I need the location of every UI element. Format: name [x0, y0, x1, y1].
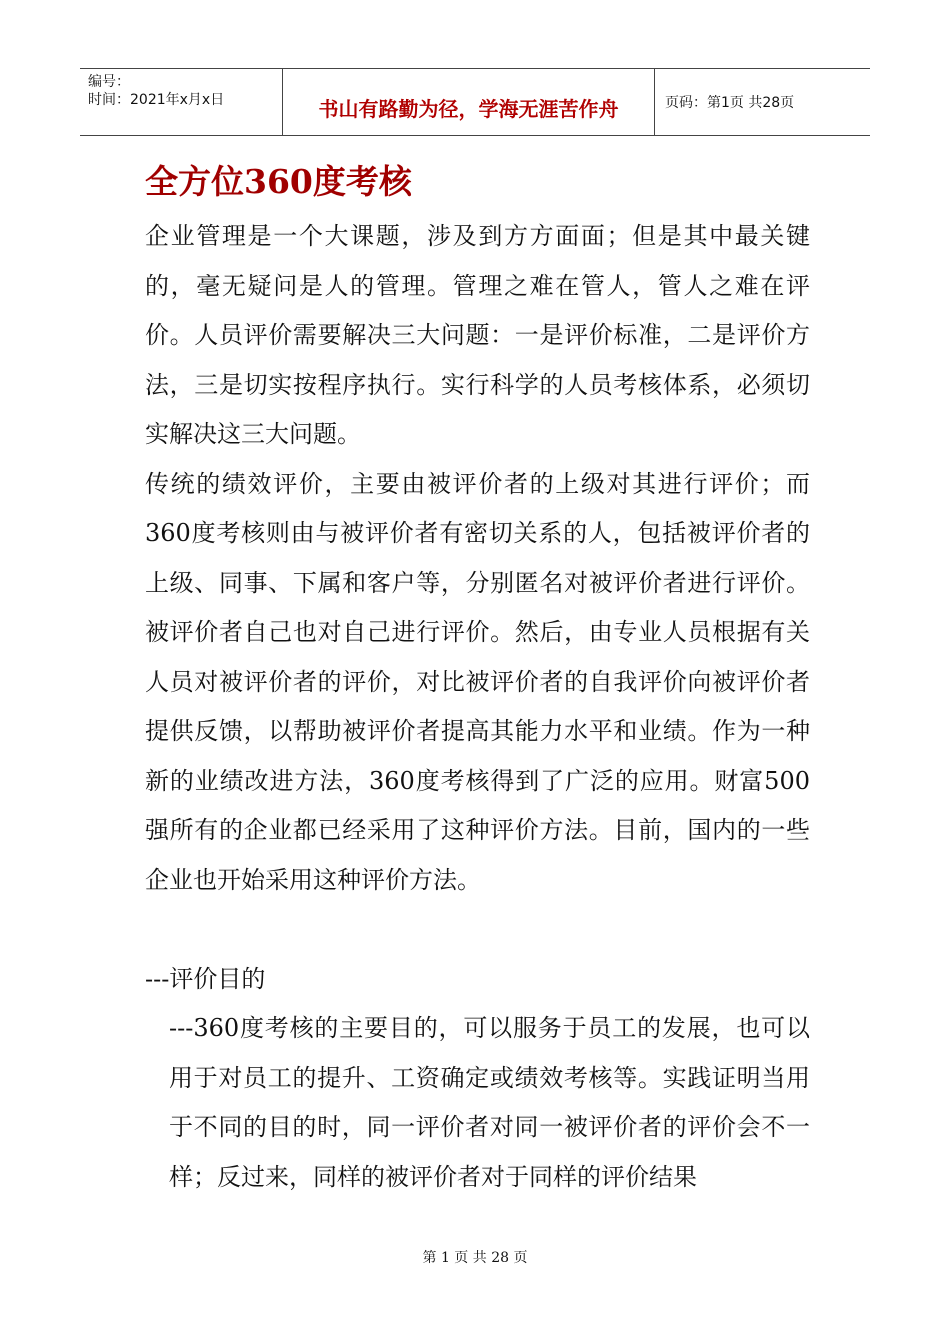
page-footer: 第 1 页 共 28 页 [422, 1250, 528, 1266]
document-body [145, 212, 810, 1202]
document-title: 全方位360度考核 [145, 162, 412, 201]
body-paragraph-1: 企业管理是一个大课题，涉及到方方面面；但是其中最关键的，毫无疑问是人的管理。管理之难在管人，管人之难在评价。人员评价需要解决三大问题：一是评价标准，二是评价方法，三是切实按程序执行。实行科学的人员考核体系，必须切实解决这三大问题。 [145, 222, 810, 448]
section-heading: ---评价目的 [145, 964, 266, 993]
paragraph-gap [145, 905, 810, 955]
header-page-cell [655, 69, 870, 135]
document-date-label: 时间：2021年x月x日 [88, 92, 225, 108]
body-paragraph-2: 传统的绩效评价，主要由被评价者的上级对其进行评价；而360度考核则由与被评价者有密切关系的人，包括被评价者的上级、同事、下属和客户等，分别匿名对被评价者进行评价。被评价者自己也对自己进行评价。然后，由专业人员根据有关人员对被评价者的评价，对比被评价者的自我评价向被评价者提供反馈，以帮助被评价者提高其能力水平和业绩。作为一种新的业绩改进方法，360度考核得到了广泛的应用。财富500强所有的企业都已经采用了这种评价方法。目前，国内的一些企业也开始采用这种评价方法。 [145, 469, 810, 894]
document-number-label: 编号： [88, 74, 130, 90]
header-motto: 书山有路勤为径，学海无涯苦作舟 [318, 96, 619, 121]
header-motto-cell [283, 69, 655, 135]
header-meta-cell [80, 69, 283, 135]
section-paragraph: ---360度考核的主要目的，可以服务于员工的发展，也可以用于对员工的提升、工资确定或绩效考核等。实践证明当用于不同的目的时，同一评价者对同一被评价者的评价会不一样；反过来，同样的被评价者对于同样的评价结果 [169, 1014, 810, 1191]
header-page-info: 页码：第1页 共28页 [665, 95, 795, 111]
page-header [80, 68, 870, 136]
